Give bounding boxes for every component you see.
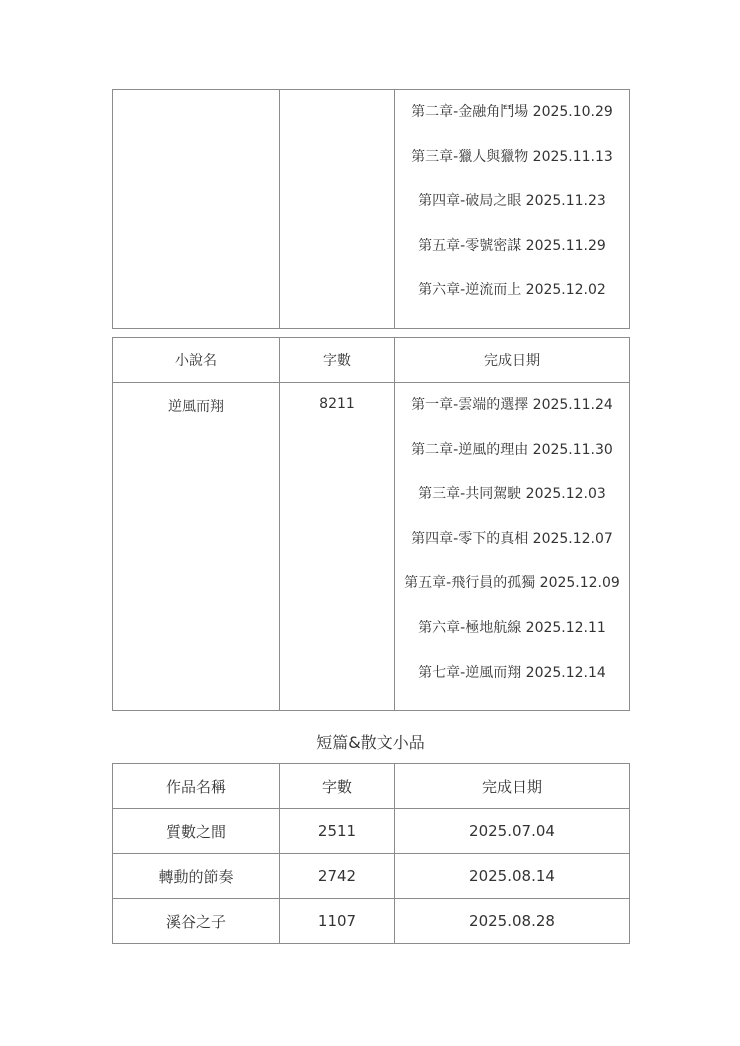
table-row bbox=[113, 899, 630, 944]
header-completion-date: 完成日期 bbox=[395, 764, 630, 809]
work-name: 質數之間 bbox=[113, 809, 280, 854]
work-name: 轉動的節奏 bbox=[113, 854, 280, 899]
chapter-item: 第二章-逆風的理由 2025.11.30 bbox=[411, 441, 613, 458]
header-work-name: 作品名稱 bbox=[113, 764, 280, 809]
chapter-item: 第四章-破局之眼 2025.11.23 bbox=[418, 193, 606, 210]
chapter-item: 第一章-雲端的選擇 2025.11.24 bbox=[411, 397, 613, 413]
chapter-item: 第五章-飛行員的孤獨 2025.12.09 bbox=[404, 575, 620, 592]
chapter-item: 第六章-逆流而上 2025.12.02 bbox=[418, 282, 606, 299]
work-date: 2025.07.04 bbox=[395, 809, 630, 854]
work-date: 2025.08.14 bbox=[395, 854, 630, 899]
chapter-list bbox=[395, 383, 630, 711]
work-date: 2025.08.28 bbox=[395, 899, 630, 944]
chapter-list bbox=[395, 90, 630, 329]
short-works-table bbox=[112, 763, 630, 944]
section-title: 短篇&散文小品 bbox=[316, 733, 425, 752]
table-header-row bbox=[113, 338, 630, 383]
work-word-count: 1107 bbox=[280, 899, 395, 944]
chapter-item: 第六章-極地航線 2025.12.11 bbox=[418, 619, 606, 636]
table-row bbox=[113, 854, 630, 899]
header-completion-date: 完成日期 bbox=[395, 338, 630, 383]
chapter-item: 第七章-逆風而翔 2025.12.14 bbox=[418, 664, 606, 681]
empty-count-cell bbox=[280, 90, 395, 329]
novel-table bbox=[112, 337, 630, 711]
chapter-item: 第五章-零號密謀 2025.11.29 bbox=[418, 237, 606, 254]
chapter-item: 第四章-零下的真相 2025.12.07 bbox=[411, 530, 613, 547]
table-header-row bbox=[113, 764, 630, 809]
work-name: 溪谷之子 bbox=[113, 899, 280, 944]
work-word-count: 2742 bbox=[280, 854, 395, 899]
header-word-count: 字數 bbox=[280, 764, 395, 809]
chapter-item: 第三章-共同駕駛 2025.12.03 bbox=[418, 486, 606, 503]
table-row bbox=[113, 809, 630, 854]
chapter-item: 第三章-獵人與獵物 2025.11.13 bbox=[411, 148, 613, 165]
empty-title-cell bbox=[113, 90, 280, 329]
header-novel-name: 小說名 bbox=[113, 338, 280, 383]
chapter-item: 第二章-金融角鬥場 2025.10.29 bbox=[411, 104, 613, 120]
header-word-count: 字數 bbox=[280, 338, 395, 383]
work-word-count: 2511 bbox=[280, 809, 395, 854]
novel-table-continued bbox=[112, 89, 630, 329]
table-row bbox=[113, 383, 630, 711]
novel-word-count: 8211 bbox=[280, 383, 395, 711]
novel-title: 逆風而翔 bbox=[113, 383, 280, 711]
